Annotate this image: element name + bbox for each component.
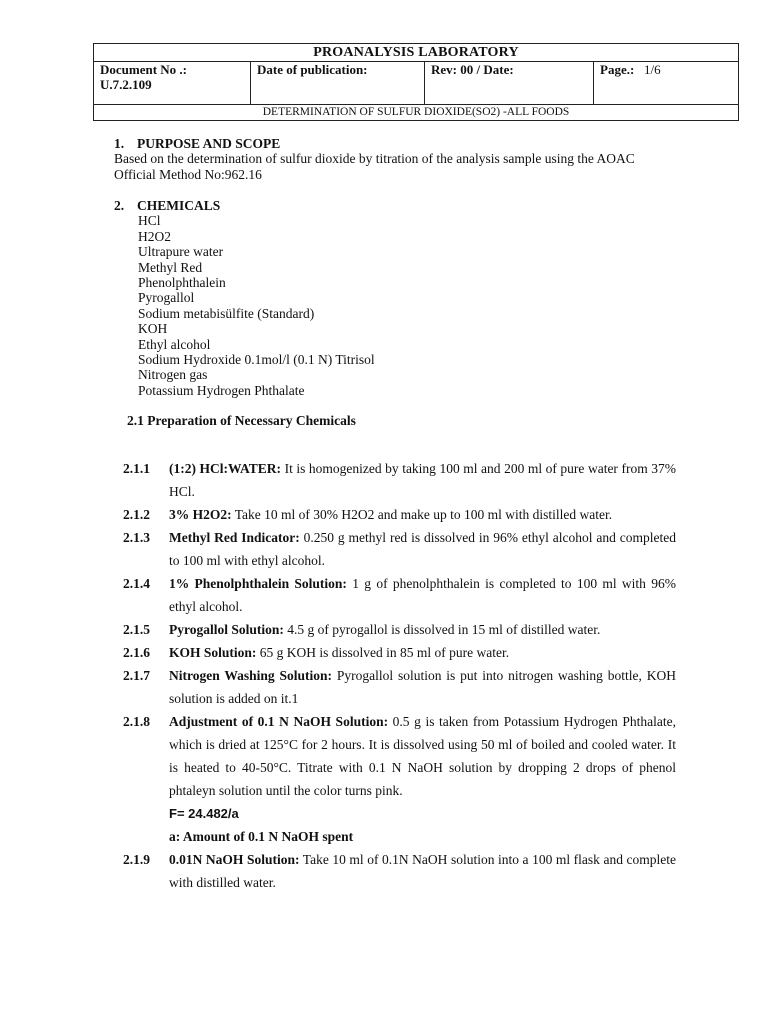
list-item: HCl bbox=[138, 213, 161, 229]
document-number-cell bbox=[94, 62, 251, 105]
step-number: 2.1.7 bbox=[123, 668, 150, 683]
step-text: Take 10 ml of 30% H2O2 and make up to 100 ml with distilled water. bbox=[231, 507, 613, 522]
list-item: H2O2 bbox=[138, 228, 171, 244]
document-header-table bbox=[93, 43, 739, 121]
formula-variable-note: a: Amount of 0.1 N NaOH spent bbox=[169, 829, 354, 844]
step-text: 65 g KOH is dissolved in 85 ml of pure water. bbox=[256, 645, 510, 660]
section-purpose-heading bbox=[114, 136, 674, 151]
page-cell bbox=[594, 62, 739, 105]
step-title: Pyrogallol Solution: bbox=[169, 622, 284, 637]
section-chemicals bbox=[114, 198, 674, 398]
page-number: 1/6 bbox=[644, 62, 661, 77]
list-item: Pyrogallol bbox=[138, 290, 195, 306]
step-title: Nitrogen Washing Solution: bbox=[169, 668, 332, 683]
step-title: 3% H2O2: bbox=[169, 507, 232, 522]
step-number: 2.1.9 bbox=[123, 852, 150, 867]
step-item bbox=[123, 664, 676, 710]
step-item bbox=[123, 618, 676, 641]
section-chemicals-heading bbox=[114, 198, 674, 213]
list-item: Sodium metabisülfite (Standard) bbox=[138, 305, 315, 321]
section-purpose bbox=[114, 136, 674, 182]
step-item bbox=[123, 572, 676, 618]
factor-formula: F= 24.482/a bbox=[169, 806, 239, 821]
step-text: Pyrogallol solution is put into nitrogen washing bottle, KOH solution is added on it.1 bbox=[169, 668, 676, 706]
step-title: KOH Solution: bbox=[169, 645, 257, 660]
step-item bbox=[123, 526, 676, 572]
list-item: Methyl Red bbox=[138, 259, 203, 275]
step-number: 2.1.3 bbox=[123, 530, 150, 545]
step-number: 2.1.2 bbox=[123, 507, 150, 522]
step-text: 0.5 g is taken from Potassium Hydrogen Phthalate, which is dried at 125°C for 2 hours. It is dissolved using 50 ml of boiled and cooled water. It is heated to 40-50°C. Titrate with 0.1 N NaOH solution by dropping 2 drops of phenol phtaleyn solution until the color turns pink. bbox=[169, 714, 676, 798]
subsection-heading: 2.1 Preparation of Necessary Chemicals bbox=[127, 413, 356, 428]
step-number: 2.1.1 bbox=[123, 461, 150, 476]
preparation-steps bbox=[123, 457, 676, 894]
step-number: 2.1.8 bbox=[123, 714, 150, 729]
step-number: 2.1.5 bbox=[123, 622, 150, 637]
section-title: CHEMICALS bbox=[137, 198, 221, 213]
step-item bbox=[123, 641, 676, 664]
step-item bbox=[123, 457, 676, 503]
step-text: 0.250 g methyl red is dissolved in 96% ethyl alcohol and completed to 100 ml with ethyl alcohol. bbox=[169, 530, 676, 568]
chemicals-list bbox=[114, 213, 674, 398]
step-text: It is homogenized by taking 100 ml and 200 ml of pure water from 37% HCl. bbox=[169, 461, 676, 499]
revision-cell bbox=[425, 62, 594, 105]
step-title: (1:2) HCl:WATER: bbox=[169, 461, 282, 476]
section-number: 1. bbox=[114, 136, 125, 151]
step-title: Adjustment of 0.1 N NaOH Solution: bbox=[169, 714, 389, 729]
step-title: Methyl Red Indicator: bbox=[169, 530, 300, 545]
document-title: DETERMINATION OF SULFUR DIOXIDE(SO2) -ALL FOODS bbox=[94, 105, 739, 121]
list-item: Ultrapure water bbox=[138, 244, 224, 260]
list-item: KOH bbox=[138, 321, 168, 337]
list-item: Ethyl alcohol bbox=[138, 336, 211, 352]
step-text: 4.5 g of pyrogallol is dissolved in 15 ml of distilled water. bbox=[283, 622, 601, 637]
page-label: Page.: bbox=[600, 62, 635, 77]
step-title: 0.01N NaOH Solution: bbox=[169, 852, 300, 867]
list-item: Sodium Hydroxide 0.1mol/l (0.1 N) Titrisol bbox=[138, 352, 375, 368]
step-text: Take 10 ml of 0.1N NaOH solution into a 100 ml flask and complete with distilled water. bbox=[169, 852, 676, 890]
revision-label: Rev: 00 / Date: bbox=[431, 62, 514, 77]
publication-date-cell bbox=[251, 62, 425, 105]
section-title: PURPOSE AND SCOPE bbox=[137, 136, 281, 151]
step-text: 1 g of phenolphthalein is completed to 100 ml with 96% ethyl alcohol. bbox=[169, 576, 676, 614]
document-number-value: U.7.2.109 bbox=[100, 77, 152, 92]
step-item bbox=[123, 503, 676, 526]
publication-date-label: Date of publication: bbox=[257, 62, 368, 77]
step-item bbox=[123, 848, 676, 894]
section-number: 2. bbox=[114, 198, 125, 213]
document-number-label: Document No .: bbox=[100, 62, 188, 77]
step-number: 2.1.4 bbox=[123, 576, 150, 591]
step-item bbox=[123, 710, 676, 802]
section-purpose-text: Based on the determination of sulfur dioxide by titration of the analysis sample using the AOAC Official Method No:962.16 bbox=[114, 151, 635, 182]
list-item: Potassium Hydrogen Phthalate bbox=[138, 382, 305, 398]
step-number: 2.1.6 bbox=[123, 645, 150, 660]
list-item: Nitrogen gas bbox=[138, 367, 208, 383]
list-item: Phenolphthalein bbox=[138, 275, 226, 291]
step-title: 1% Phenolphthalein Solution: bbox=[169, 576, 347, 591]
lab-name: PROANALYSIS LABORATORY bbox=[94, 44, 739, 62]
